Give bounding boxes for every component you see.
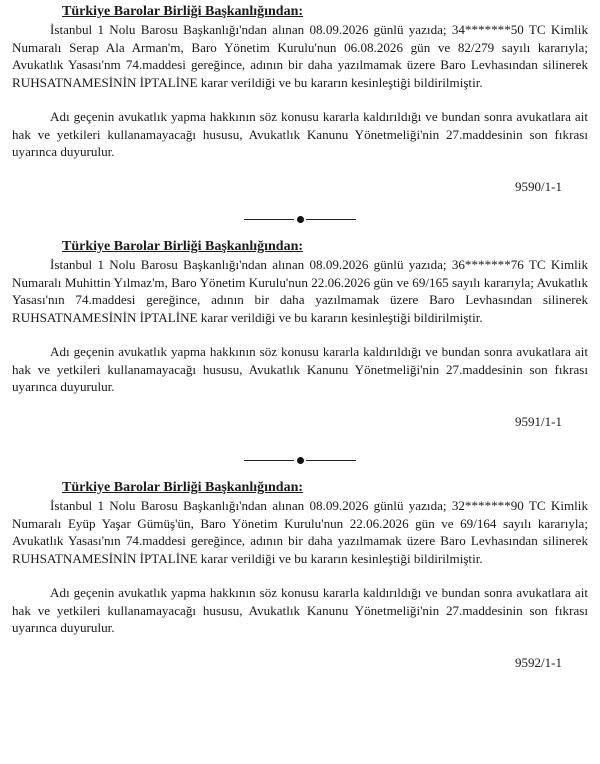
notice-body: İstanbul 1 Nolu Barosu Başkanlığı'ndan alınan 08.09.2026 günlü yazıda; 36*******76 TC Kimlik Numaralı Muhittin Yılmaz'm, Baro Yönetim Kurulu'nun 22.06.2026 gün ve 69/165 sayılı kararıyla; Avukatlık Yasası'nın 74.maddesi gereğince, adının bir daha yazılmamak üzere Baro Levhasından silinerek RUHSATNAMESİNİN İPTALİNE karar verildiği ve bu kararın kesinleştiği bildirilmiştir. xyxy=(12,257,588,325)
notice-announcement: Adı geçenin avukatlık yapma hakkının söz konusu kararla kaldırıldığı ve bundan sonra avukatlara ait hak ve yetkileri kullanamayacağı hususu, Avukatlık Kanunu Yönetmeliği'nin 27.maddesinin son fıkrası uyarınca duyurulur. xyxy=(12,585,588,635)
bullet-dot-icon xyxy=(297,216,304,223)
divider-line-right xyxy=(306,460,356,461)
notice-heading: Türkiye Barolar Birliği Başkanlığından: xyxy=(62,4,304,19)
notice-heading: Türkiye Barolar Birliği Başkanlığından: xyxy=(62,239,304,254)
section-divider xyxy=(0,453,600,467)
notice-reference: 9592/1-1 xyxy=(515,654,562,670)
divider-line-left xyxy=(244,460,294,461)
bullet-dot-icon xyxy=(297,457,304,464)
notice-body: İstanbul 1 Nolu Barosu Başkanlığı'ndan alınan 08.09.2026 günlü yazıda; 32*******90 TC Kimlik Numaralı Eyüp Yaşar Gümüş'ün, Baro Yönetim Kurulu'nun 22.06.2026 gün ve 69/164 sayılı kararıyla; Avukatlık Yasası'nın 74.maddesi gereğince, adının bir daha yazılmamak üzere Baro Levhasından silinerek RUHSATNAMESİNİN İPTALİNE karar verildiği ve bu kararın kesinleştiği bildirilmiştir. xyxy=(12,498,588,566)
notice-reference: 9590/1-1 xyxy=(515,178,562,194)
notice-announcement: Adı geçenin avukatlık yapma hakkının söz konusu kararla kaldırıldığı ve bundan sonra avukatlara ait hak ve yetkileri kullanamayacağı hususu, Avukatlık Kanunu Yönetmeliği'nin 27.maddesinin son fıkrası uyarınca duyurulur. xyxy=(12,109,588,159)
notice-9591 xyxy=(12,238,588,430)
divider-line-right xyxy=(306,219,356,220)
notice-9592 xyxy=(12,479,588,671)
section-divider xyxy=(0,212,600,226)
notice-9590 xyxy=(12,3,588,195)
notice-heading: Türkiye Barolar Birliği Başkanlığından: xyxy=(62,480,304,495)
notice-announcement: Adı geçenin avukatlık yapma hakkının söz konusu kararla kaldırıldığı ve bundan sonra avukatlara ait hak ve yetkileri kullanamayacağı hususu, Avukatlık Kanunu Yönetmeliği'nin 27.maddesinin son fıkrası uyarınca duyurulur. xyxy=(12,344,588,394)
divider-line-left xyxy=(244,219,294,220)
notice-reference: 9591/1-1 xyxy=(515,413,562,429)
notice-body: İstanbul 1 Nolu Barosu Başkanlığı'ndan alınan 08.09.2026 günlü yazıda; 34*******50 TC Kimlik Numaralı Serap Ala Arman'm, Baro Yönetim Kurulu'nun 06.08.2026 gün ve 82/279 sayılı kararıyla; Avukatlık Yasası'nm 74.maddesi gereğince, adının bir daha yazılmamak üzere Baro Levhasından silinerek RUHSATNAMESİNİN İPTALİNE karar verildiği ve bu kararın kesinleştiği bildirilmiştir. xyxy=(12,22,588,90)
